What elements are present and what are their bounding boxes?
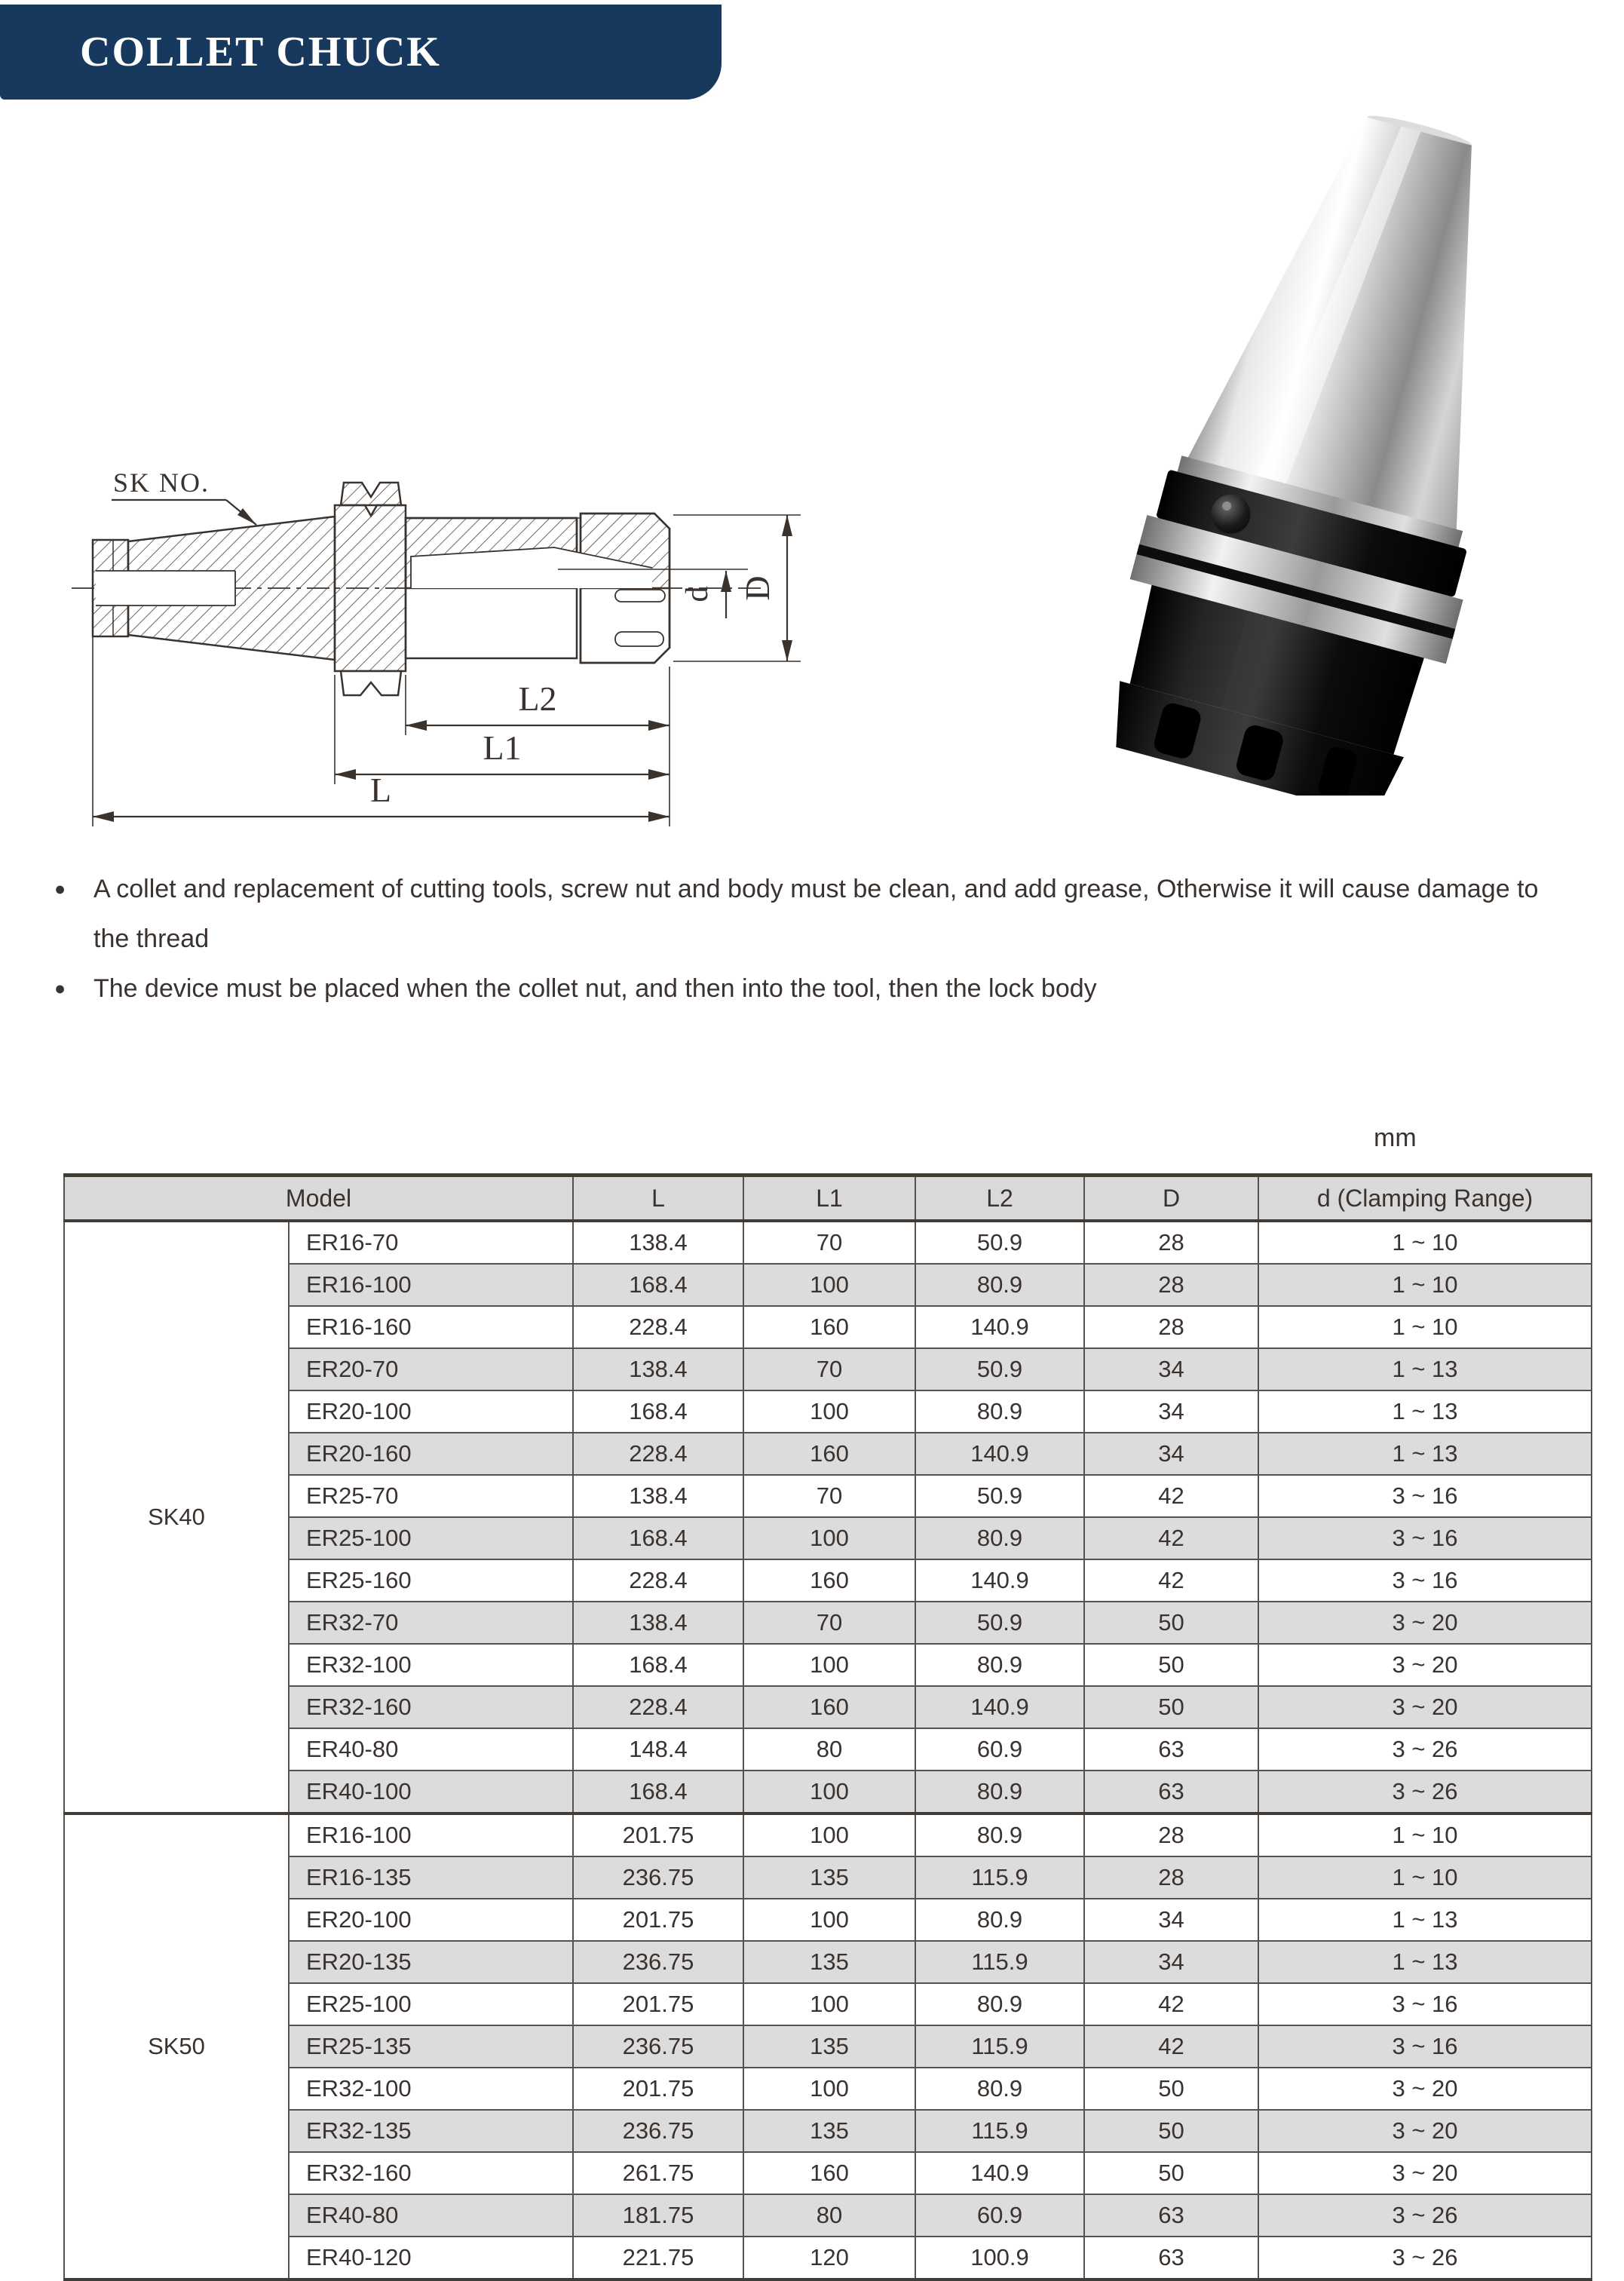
value-cell: 115.9	[915, 2110, 1084, 2152]
value-cell: 140.9	[915, 1433, 1084, 1475]
value-cell: 168.4	[573, 1644, 743, 1686]
table-row	[64, 1221, 1592, 1264]
model-cell: ER25-70	[289, 1475, 573, 1517]
model-cell: ER32-100	[289, 1644, 573, 1686]
model-cell: ER20-70	[289, 1348, 573, 1390]
value-cell: 80.9	[915, 1771, 1084, 1813]
page-title: COLLET CHUCK	[80, 29, 441, 75]
value-cell: 3 ~ 26	[1258, 1728, 1592, 1771]
unit-label: mm	[1374, 1124, 1417, 1152]
value-cell: 160	[743, 1306, 915, 1348]
value-cell: 50	[1084, 2152, 1258, 2194]
value-cell: 50.9	[915, 1475, 1084, 1517]
value-cell: 70	[743, 1475, 915, 1517]
value-cell: 70	[743, 1602, 915, 1644]
table-row	[64, 1306, 1592, 1348]
value-cell: 100	[743, 1644, 915, 1686]
value-cell: 135	[743, 2025, 915, 2068]
value-cell: 261.75	[573, 2152, 743, 2194]
value-cell: 120	[743, 2237, 915, 2280]
value-cell: 115.9	[915, 1941, 1084, 1983]
table-row	[64, 1433, 1592, 1475]
value-cell: 1 ~ 13	[1258, 1941, 1592, 1983]
value-cell: 80.9	[915, 2068, 1084, 2110]
col-header-d-range: d (Clamping Range)	[1258, 1176, 1592, 1222]
value-cell: 3 ~ 16	[1258, 1475, 1592, 1517]
value-cell: 63	[1084, 1771, 1258, 1813]
value-cell: 228.4	[573, 1559, 743, 1602]
table-row	[64, 1602, 1592, 1644]
value-cell: 42	[1084, 1517, 1258, 1559]
model-cell: ER20-135	[289, 1941, 573, 1983]
value-cell: 201.75	[573, 2068, 743, 2110]
value-cell: 80.9	[915, 1813, 1084, 1856]
model-cell: ER40-80	[289, 1728, 573, 1771]
usage-note-item	[54, 964, 1555, 1013]
table-row	[64, 1856, 1592, 1899]
model-cell: ER16-135	[289, 1856, 573, 1899]
technical-drawing	[41, 443, 871, 875]
table-row	[64, 1813, 1592, 1856]
value-cell: 140.9	[915, 2152, 1084, 2194]
value-cell: 50.9	[915, 1348, 1084, 1390]
value-cell: 236.75	[573, 2025, 743, 2068]
col-header-model: Model	[64, 1176, 573, 1222]
model-cell: ER40-80	[289, 2194, 573, 2237]
table-row	[64, 1390, 1592, 1433]
value-cell: 60.9	[915, 1728, 1084, 1771]
value-cell: 140.9	[915, 1686, 1084, 1728]
usage-note-text: The device must be placed when the collet nut, and then into the tool, then the lock body	[93, 974, 1097, 1003]
value-cell: 80.9	[915, 1264, 1084, 1306]
value-cell: 115.9	[915, 1856, 1084, 1899]
value-cell: 34	[1084, 1941, 1258, 1983]
table-row	[64, 1475, 1592, 1517]
value-cell: 1 ~ 10	[1258, 1264, 1592, 1306]
value-cell: 80.9	[915, 1390, 1084, 1433]
value-cell: 50	[1084, 1686, 1258, 1728]
value-cell: 3 ~ 20	[1258, 2152, 1592, 2194]
value-cell: 1 ~ 13	[1258, 1433, 1592, 1475]
value-cell: 201.75	[573, 1813, 743, 1856]
value-cell: 80	[743, 1728, 915, 1771]
value-cell: 42	[1084, 1475, 1258, 1517]
value-cell: 115.9	[915, 2025, 1084, 2068]
model-cell: ER16-100	[289, 1813, 573, 1856]
col-header-l2: L2	[915, 1176, 1084, 1222]
value-cell: 148.4	[573, 1728, 743, 1771]
value-cell: 28	[1084, 1221, 1258, 1264]
value-cell: 60.9	[915, 2194, 1084, 2237]
table-row	[64, 1941, 1592, 1983]
value-cell: 50	[1084, 2110, 1258, 2152]
value-cell: 160	[743, 1433, 915, 1475]
table-row	[64, 1348, 1592, 1390]
model-cell: ER20-160	[289, 1433, 573, 1475]
value-cell: 50	[1084, 1602, 1258, 1644]
model-cell: ER32-160	[289, 2152, 573, 2194]
shank-taper	[93, 517, 335, 660]
value-cell: 168.4	[573, 1771, 743, 1813]
table-row	[64, 1559, 1592, 1602]
value-cell: 28	[1084, 1813, 1258, 1856]
spec-table	[63, 1173, 1592, 2281]
value-cell: 3 ~ 20	[1258, 2068, 1592, 2110]
value-cell: 3 ~ 26	[1258, 1771, 1592, 1813]
value-cell: 42	[1084, 2025, 1258, 2068]
value-cell: 221.75	[573, 2237, 743, 2280]
table-row	[64, 2194, 1592, 2237]
table-row	[64, 2068, 1592, 2110]
model-cell: ER16-100	[289, 1264, 573, 1306]
section-view	[72, 483, 761, 695]
value-cell: 100	[743, 1983, 915, 2025]
value-cell: 28	[1084, 1856, 1258, 1899]
value-cell: 3 ~ 20	[1258, 2110, 1592, 2152]
value-cell: 1 ~ 13	[1258, 1390, 1592, 1433]
model-cell: ER32-135	[289, 2110, 573, 2152]
value-cell: 34	[1084, 1390, 1258, 1433]
model-cell: ER20-100	[289, 1899, 573, 1941]
label-l: L	[369, 771, 392, 809]
model-cell: ER32-70	[289, 1602, 573, 1644]
value-cell: 100	[743, 1771, 915, 1813]
value-cell: 34	[1084, 1348, 1258, 1390]
value-cell: 3 ~ 20	[1258, 1686, 1592, 1728]
value-cell: 236.75	[573, 2110, 743, 2152]
value-cell: 63	[1084, 2237, 1258, 2280]
value-cell: 228.4	[573, 1306, 743, 1348]
col-header-l: L	[573, 1176, 743, 1222]
value-cell: 201.75	[573, 1983, 743, 2025]
model-cell: ER40-120	[289, 2237, 573, 2280]
value-cell: 1 ~ 10	[1258, 1221, 1592, 1264]
value-cell: 50.9	[915, 1602, 1084, 1644]
value-cell: 50	[1084, 1644, 1258, 1686]
model-cell: ER25-100	[289, 1517, 573, 1559]
value-cell: 140.9	[915, 1306, 1084, 1348]
model-cell: ER20-100	[289, 1390, 573, 1433]
value-cell: 80	[743, 2194, 915, 2237]
value-cell: 3 ~ 26	[1258, 2237, 1592, 2280]
table-row	[64, 1517, 1592, 1559]
col-header-l1: L1	[743, 1176, 915, 1222]
value-cell: 3 ~ 16	[1258, 1559, 1592, 1602]
value-cell: 3 ~ 20	[1258, 1602, 1592, 1644]
collet-chuck-photo	[1087, 82, 1580, 796]
table-row	[64, 1899, 1592, 1941]
model-cell: ER25-160	[289, 1559, 573, 1602]
table-row	[64, 1644, 1592, 1686]
table-row	[64, 1728, 1592, 1771]
value-cell: 42	[1084, 1983, 1258, 2025]
value-cell: 135	[743, 1856, 915, 1899]
table-row	[64, 1983, 1592, 2025]
value-cell: 80.9	[915, 1644, 1084, 1686]
value-cell: 80.9	[915, 1899, 1084, 1941]
value-cell: 1 ~ 13	[1258, 1348, 1592, 1390]
value-cell: 42	[1084, 1559, 1258, 1602]
value-cell: 201.75	[573, 1899, 743, 1941]
value-cell: 34	[1084, 1899, 1258, 1941]
value-cell: 140.9	[915, 1559, 1084, 1602]
value-cell: 168.4	[573, 1264, 743, 1306]
value-cell: 63	[1084, 2194, 1258, 2237]
value-cell: 100.9	[915, 2237, 1084, 2280]
usage-notes	[54, 864, 1555, 1013]
model-cell: ER25-135	[289, 2025, 573, 2068]
value-cell: 100	[743, 1390, 915, 1433]
value-cell: 80.9	[915, 1983, 1084, 2025]
value-cell: 3 ~ 20	[1258, 1644, 1592, 1686]
value-cell: 138.4	[573, 1348, 743, 1390]
label-sk-no: SK NO.	[113, 468, 210, 498]
value-cell: 1 ~ 13	[1258, 1899, 1592, 1941]
product-photo	[1071, 79, 1606, 796]
table-row	[64, 2152, 1592, 2194]
value-cell: 50.9	[915, 1221, 1084, 1264]
model-cell: ER40-100	[289, 1771, 573, 1813]
value-cell: 63	[1084, 1728, 1258, 1771]
value-cell: 3 ~ 26	[1258, 2194, 1592, 2237]
model-cell: ER32-100	[289, 2068, 573, 2110]
value-cell: 1 ~ 10	[1258, 1306, 1592, 1348]
table-header-row	[64, 1176, 1592, 1222]
model-cell: ER25-100	[289, 1983, 573, 2025]
value-cell: 1 ~ 10	[1258, 1813, 1592, 1856]
bullet-icon: ●	[54, 978, 66, 999]
value-cell: 70	[743, 1348, 915, 1390]
table-row	[64, 2110, 1592, 2152]
value-cell: 236.75	[573, 1856, 743, 1899]
usage-note-text: A collet and replacement of cutting tools, screw nut and body must be clean, and add grease, Otherwise it will cause damage to the thread	[93, 875, 1539, 953]
value-cell: 228.4	[573, 1686, 743, 1728]
value-cell: 181.75	[573, 2194, 743, 2237]
value-cell: 135	[743, 1941, 915, 1983]
spec-table-body	[64, 1221, 1592, 2280]
value-cell: 100	[743, 1264, 915, 1306]
value-cell: 138.4	[573, 1221, 743, 1264]
table-row	[64, 2025, 1592, 2068]
table-row	[64, 1264, 1592, 1306]
value-cell: 160	[743, 2152, 915, 2194]
label-l1: L1	[483, 728, 522, 767]
value-cell: 138.4	[573, 1475, 743, 1517]
label-l2: L2	[518, 679, 557, 718]
value-cell: 135	[743, 2110, 915, 2152]
model-cell: ER16-70	[289, 1221, 573, 1264]
table-row	[64, 1686, 1592, 1728]
value-cell: 138.4	[573, 1602, 743, 1644]
value-cell: 28	[1084, 1264, 1258, 1306]
value-cell: 1 ~ 10	[1258, 1856, 1592, 1899]
value-cell: 160	[743, 1686, 915, 1728]
value-cell: 50	[1084, 2068, 1258, 2110]
flange	[335, 483, 406, 695]
value-cell: 168.4	[573, 1517, 743, 1559]
value-cell: 100	[743, 1899, 915, 1941]
value-cell: 28	[1084, 1306, 1258, 1348]
label-d-big: D	[738, 575, 777, 601]
value-cell: 100	[743, 1517, 915, 1559]
value-cell: 168.4	[573, 1390, 743, 1433]
page-title-banner	[0, 5, 722, 100]
value-cell: 236.75	[573, 1941, 743, 1983]
value-cell: 3 ~ 16	[1258, 1983, 1592, 2025]
value-cell: 100	[743, 2068, 915, 2110]
value-cell: 228.4	[573, 1433, 743, 1475]
model-cell: ER32-160	[289, 1686, 573, 1728]
table-row	[64, 2237, 1592, 2280]
usage-note-item	[54, 864, 1555, 964]
value-cell: 3 ~ 16	[1258, 1517, 1592, 1559]
bullet-icon: ●	[54, 878, 66, 900]
value-cell: 160	[743, 1559, 915, 1602]
group-label-sk40: SK40	[64, 1221, 289, 1813]
taper-cone	[1187, 95, 1554, 532]
value-cell: 3 ~ 16	[1258, 2025, 1592, 2068]
group-label-sk50: SK50	[64, 1813, 289, 2280]
value-cell: 34	[1084, 1433, 1258, 1475]
value-cell: 80.9	[915, 1517, 1084, 1559]
label-d-small: d	[680, 586, 715, 602]
col-header-d-big: D	[1084, 1176, 1258, 1222]
value-cell: 100	[743, 1813, 915, 1856]
table-row	[64, 1771, 1592, 1813]
model-cell: ER16-160	[289, 1306, 573, 1348]
value-cell: 70	[743, 1221, 915, 1264]
